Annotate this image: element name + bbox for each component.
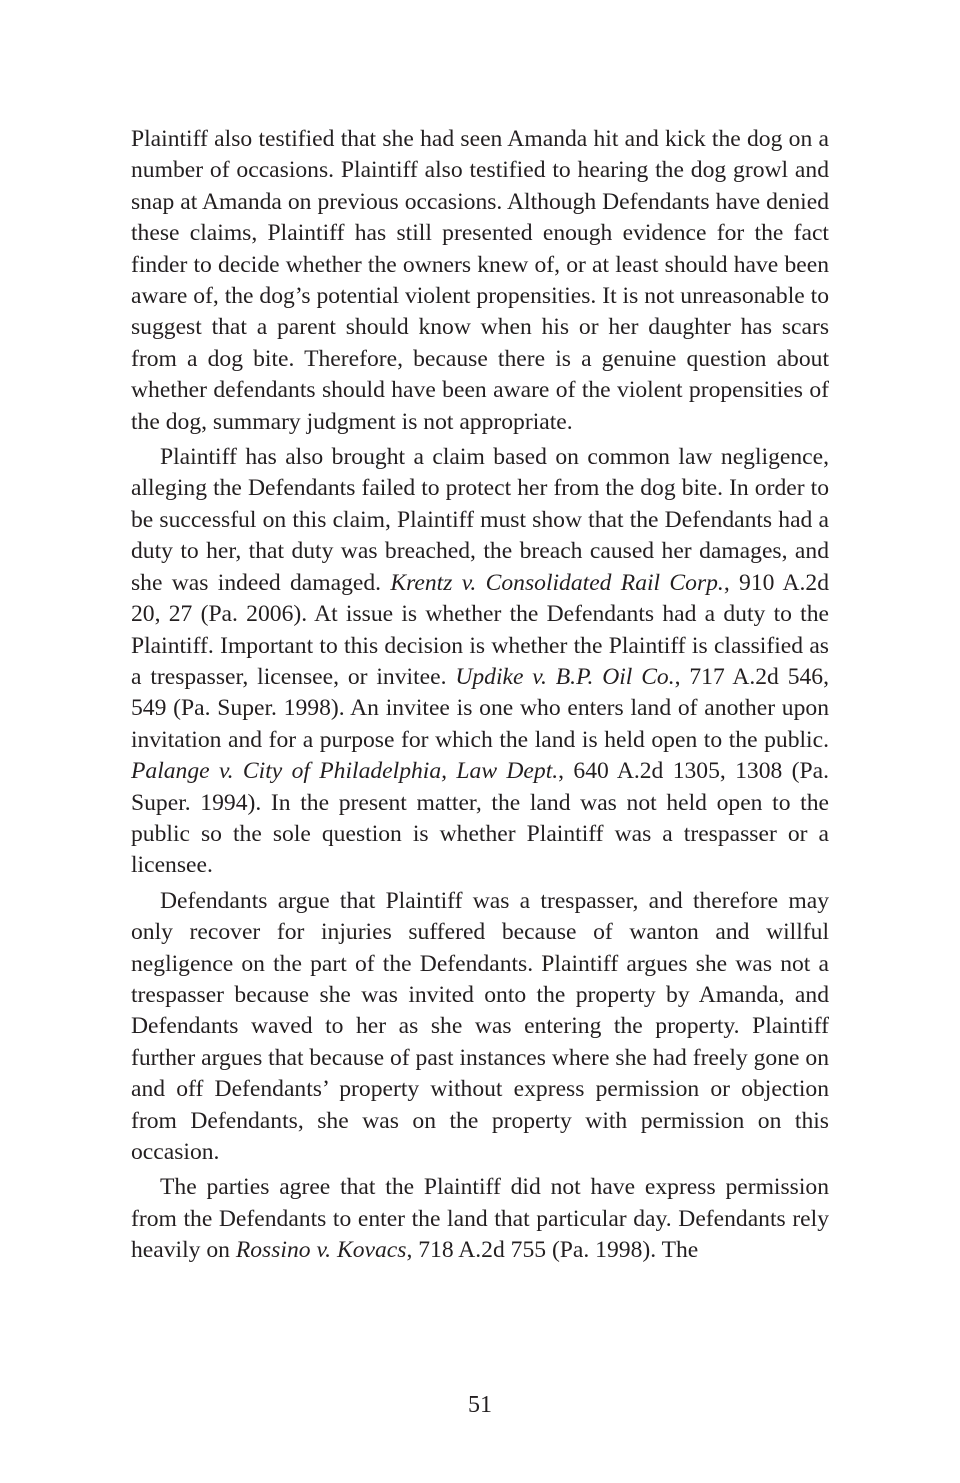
paragraph-2 xyxy=(131,442,829,882)
paragraph-4 xyxy=(131,1172,829,1266)
case-citation-updike: Updike v. B.P. Oil Co. xyxy=(455,663,675,690)
page-body xyxy=(131,124,829,1267)
paragraph-2-text-d: , 640 A.2d 1305, 1308 (Pa. Super. 1994). In the present matter, the land was not held open to the public so the sole question is whether Plaintiff was a trespasser or a licensee. xyxy=(131,758,829,879)
case-citation-rossino: Rossino v. Kovacs xyxy=(235,1237,407,1264)
paragraph-3: Defendants argue that Plaintiff was a trespasser, and therefore may only recover for injuries suffered because of wanton and willful negligence on the part of the Defendants. Plaintiff argues she was not a trespasser because she was invited onto the property by Amanda, and Defendants waved to her as she was entering the property. Plaintiff further argues that because of past instances where she had freely gone on and off Defendants’ property without express permission or objection from Defendants, she was on the property with permission on this occasion. xyxy=(131,887,829,1165)
paragraph-1: Plaintiff also testified that she had seen Amanda hit and kick the dog on a number of occasions. Plaintiff also testified to hearing the dog growl and snap at Amanda on previous occasions. Although Defendants have denied these claims, Plaintiff has still presented enough evidence for the fact finder to decide whether the owners knew of, or at least should have been aware of, the dog’s potential violent propensities. It is not unreasonable to suggest that a parent should know when his or her daughter has scars from a dog bite. Therefore, because there is a genuine question about whether defendants should have been aware of the violent propensities of the dog, summary judgment is not appropriate. xyxy=(131,126,829,435)
paragraph-4-text-a: The parties agree that the Plaintiff did not have express permission from the Defendants to enter the land that particular day. Defendants rely heavily on xyxy=(131,1174,829,1264)
paragraph-2-text-c: , 717 A.2d 546, 549 (Pa. Super. 1998). An invitee is one who enters land of another upon invitation and for a purpose for which the land is held open to the public. xyxy=(131,663,829,753)
paragraph-4-text-b: , 718 A.2d 755 (Pa. 1998). The xyxy=(406,1237,699,1264)
case-citation-krentz: Krentz v. Consolidated Rail Corp. xyxy=(390,569,724,596)
paragraph-2-text-b: , 910 A.2d 20, 27 (Pa. 2006). At issue is whether the Defendants had a duty to the Plaintiff. Important to this decision is whether the Plaintiff is classified as a trespasser, licensee, or invitee. xyxy=(131,569,829,690)
page-number: 51 xyxy=(468,1392,492,1418)
paragraph-2-text-a: Plaintiff has also brought a claim based on common law negligence, alleging the Defendants failed to protect her from the dog bite. In order to be successful on this claim, Plaintiff must show that the Defendants had a duty to her, that duty was breached, the breach caused her damages, and she was indeed damaged. xyxy=(131,444,829,596)
case-citation-palange: Palange v. City of Philadelphia, Law Dept. xyxy=(131,758,559,785)
